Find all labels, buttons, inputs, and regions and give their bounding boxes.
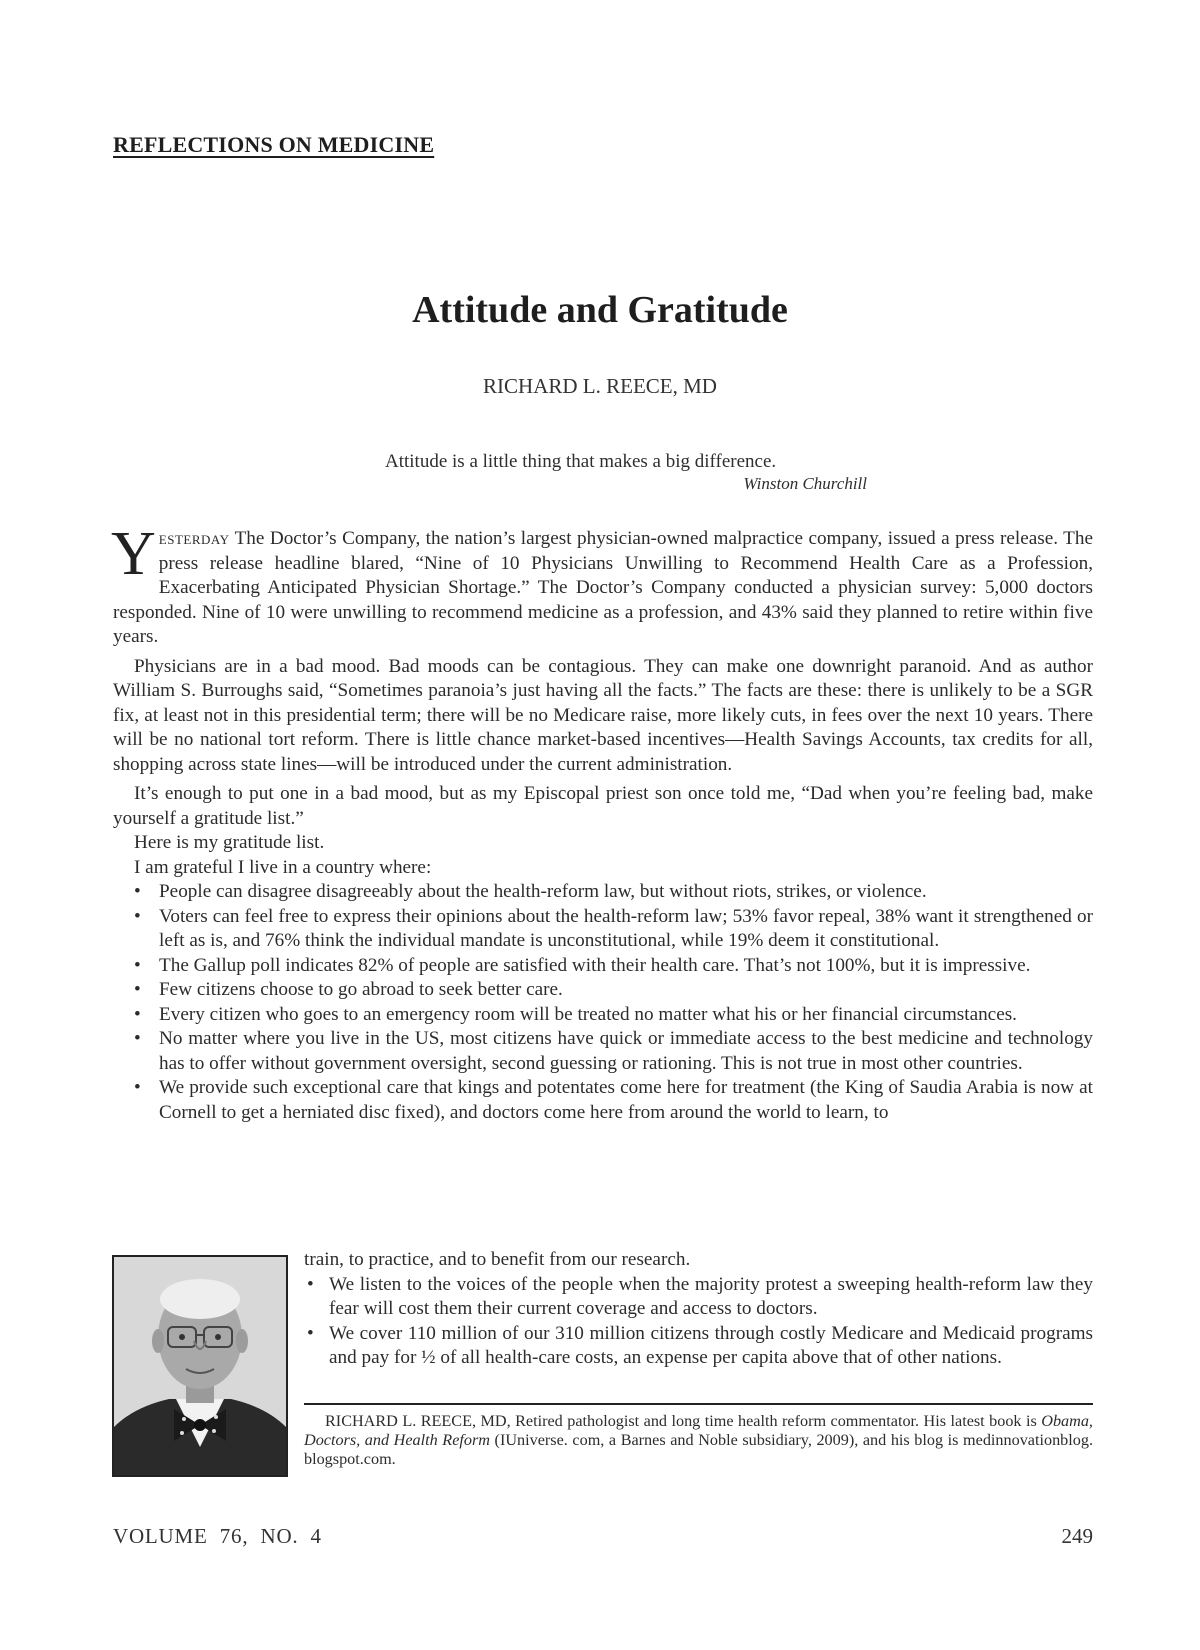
bullet-icon: • bbox=[134, 1077, 141, 1098]
gratitude-list-continued bbox=[304, 1273, 1093, 1371]
bio-text: Retired pathologist and long time health reform commentator. His latest book is bbox=[510, 1412, 1042, 1430]
list-intro: I am grateful I live in a country where: bbox=[134, 856, 432, 878]
bullet-icon: • bbox=[307, 1273, 314, 1295]
bio-paragraph bbox=[304, 1412, 1093, 1469]
article-title: Attitude and Gratitude bbox=[412, 289, 788, 331]
author-bio bbox=[304, 1412, 1093, 1469]
intro-text: The Doctor’s Company, the nation’s largest physician-owned malpractice company, issued a press release. The press release headline blared, “Nine of 10 Physicians Unwilling to Recommend Health Care as a Profession, Exacerbating Anticipated Physician Shortage.” The Doctor’s Company conducted a physician survey: 5,000 doctors responded. Nine of 10 were unwilling to recommend medicine as a profession, and 43% said they planned to retire within five years. bbox=[113, 528, 1093, 647]
bullet-icon: • bbox=[134, 1028, 141, 1049]
bullet-icon: • bbox=[134, 979, 141, 1000]
bio-text: (IUniverse. com, a Barnes and Noble subsidiary, 2009), and his blog is medinnovationblog. blogspot.com. bbox=[304, 1431, 1093, 1468]
page-number: 249 bbox=[1061, 1524, 1093, 1548]
list-item bbox=[304, 1322, 1093, 1371]
paragraph: It’s enough to put one in a bad mood, but as my Episcopal priest son once told me, “Dad when you’re feeling bad, make yourself a gratitude list.” bbox=[113, 783, 1093, 829]
volume-number: VOLUME 76, NO. 4 bbox=[113, 1524, 322, 1548]
intro-smallcaps: esterday bbox=[158, 528, 230, 549]
list-item-text: No matter where you live in the US, most citizens have quick or immediate access to the best medicine and technology has to offer without government oversight, second guessing or rationing. This is not true in most other countries. bbox=[159, 1028, 1093, 1074]
bio-book-title: Obama, Doctors, and Health Reform bbox=[304, 1412, 1093, 1449]
list-item-text: We listen to the voices of the people when the majority protest a sweeping health-reform law they fear will cost them their current coverage and access to doctors. bbox=[329, 1273, 1093, 1319]
gratitude-list bbox=[113, 880, 1093, 1125]
list-item bbox=[113, 954, 1093, 979]
list-item bbox=[304, 1273, 1093, 1322]
section-label: REFLECTIONS ON MEDICINE bbox=[113, 132, 435, 157]
list-item-text: Voters can feel free to express their opinions about the health-reform law; 53% favor repeal, 38% want it strengthened or left as is, and 76% think the individual mandate is unconstitutional, while 19% deem it constitutional. bbox=[159, 905, 1093, 951]
article-body bbox=[111, 520, 1093, 1125]
list-item bbox=[113, 1076, 1093, 1125]
list-item-text: The Gallup poll indicates 82% of people are satisfied with their health care. That’s not 100%, but it is impressive. bbox=[159, 954, 1031, 976]
bullet-icon: • bbox=[134, 881, 141, 902]
list-item-text: We provide such exceptional care that kings and potentates come here for treatment (the King of Saudia Arabia is now at Cornell to get a herniated disc fixed), and doctors come here from around the world to learn, to bbox=[159, 1077, 1093, 1123]
bio-divider bbox=[304, 1403, 1093, 1405]
drop-cap: Y bbox=[111, 520, 156, 588]
list-item-text: Few citizens choose to go abroad to seek better care. bbox=[159, 979, 563, 1000]
epigraph-quote: Attitude is a little thing that makes a big difference. bbox=[385, 451, 777, 472]
list-intro: Here is my gratitude list. bbox=[134, 832, 325, 853]
paragraph: Physicians are in a bad mood. Bad moods can be contagious. They can make one downright paranoid. And as author William S. Burroughs said, “Sometimes paranoia’s just having all the facts.” The facts are these: there is unlikely to be a SGR fix, at least not in this presidential term; there will be no Medicare raise, more likely cuts, in fees over the next 10 years. There will be no national tort reform. There is little chance market-based incentives—Health Savings Accounts, tax credits for all, shopping across state lines—will be introduced under the current administration. bbox=[113, 655, 1093, 775]
bullet-icon: • bbox=[307, 1322, 314, 1344]
list-item bbox=[113, 1003, 1093, 1028]
list-item-text: We cover 110 million of our 310 million citizens through costly Medicare and Medicaid programs and pay for ½ of all health-care costs, an expense per capita above that of other nations. bbox=[329, 1322, 1093, 1368]
list-item-text: Every citizen who goes to an emergency room will be treated no matter what his or her financial circumstances. bbox=[159, 1003, 1017, 1025]
author-portrait-image bbox=[114, 1257, 286, 1475]
intro-paragraph bbox=[111, 520, 1093, 650]
lower-column bbox=[304, 1248, 1093, 1371]
list-item-continuation: train, to practice, and to benefit from our research. bbox=[304, 1249, 691, 1270]
bullet-icon: • bbox=[134, 1003, 141, 1025]
bullet-icon: • bbox=[134, 954, 141, 976]
bullet-icon: • bbox=[134, 905, 141, 927]
list-item bbox=[113, 1027, 1093, 1076]
article-author: RICHARD L. REECE, MD bbox=[483, 374, 717, 398]
author-photo bbox=[112, 1255, 288, 1477]
bio-name: RICHARD L. REECE, MD, bbox=[325, 1412, 511, 1430]
list-item-text: People can disagree disagreeably about the health-reform law, but without riots, strikes, or violence. bbox=[159, 881, 927, 902]
list-item bbox=[113, 978, 1093, 1003]
epigraph-attribution: Winston Churchill bbox=[743, 474, 867, 493]
list-item bbox=[113, 905, 1093, 954]
epigraph bbox=[385, 450, 867, 494]
list-item bbox=[113, 880, 1093, 905]
